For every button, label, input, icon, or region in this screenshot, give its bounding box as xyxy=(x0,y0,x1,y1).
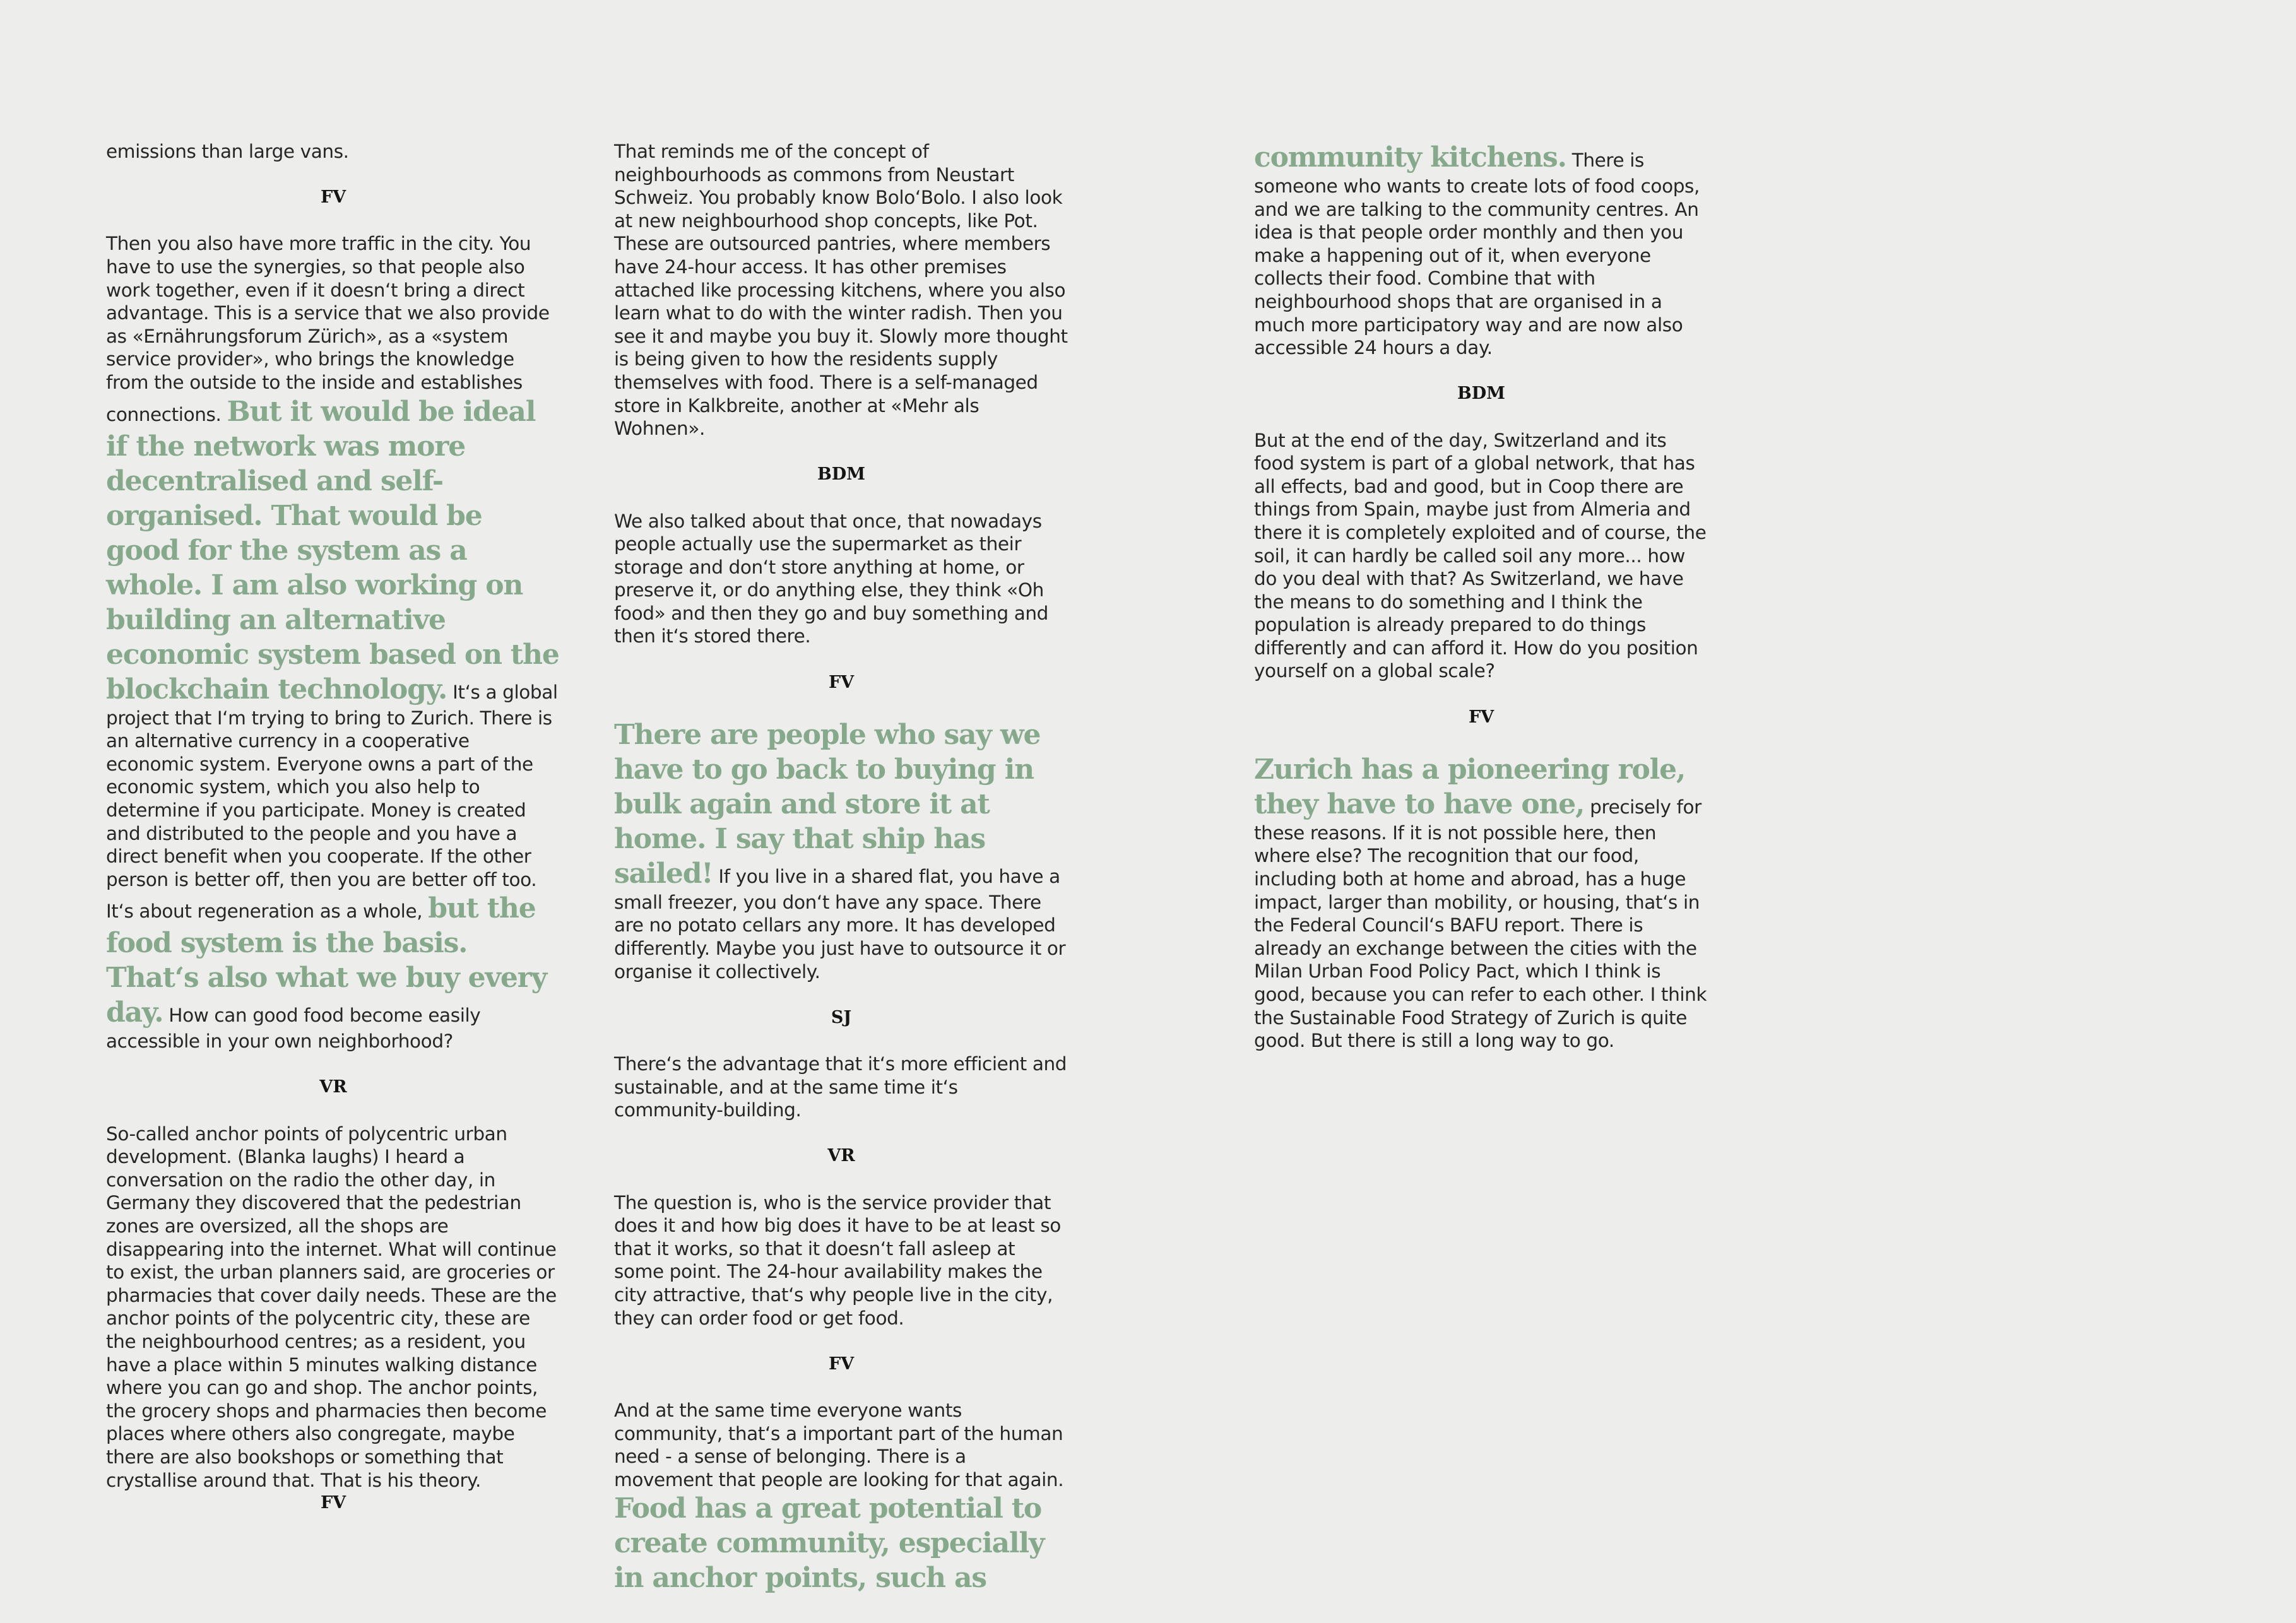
body-paragraph xyxy=(614,1491,1068,1595)
pull-quote-highlight: but the food system is the basis. That‘s also what we buy every day. xyxy=(106,892,547,1029)
speaker-label: FV xyxy=(320,1493,346,1513)
speaker-label: BDM xyxy=(1457,384,1506,404)
body-text: emissions than large vans. xyxy=(106,141,349,162)
pull-quote-highlight: community kitchens. xyxy=(1254,141,1566,174)
paragraph-spacer xyxy=(614,1029,1068,1053)
text-column-right xyxy=(1254,140,1708,1053)
body-text: Then you also have more traffic in the city. You have to use the synergies, so that people also work together, even if it doesn‘t bring a direct advantage. This is a service that we also provide as «Ernährungsforum Zürich», as a «system service provider», who brings the knowledge from the outside to the inside and establishes connections. xyxy=(106,233,550,425)
paragraph-spacer xyxy=(614,648,1068,671)
paragraph-spacer xyxy=(614,1376,1068,1399)
speaker-label: VR xyxy=(827,1146,855,1166)
body-paragraph xyxy=(614,717,1068,983)
body-text: But at the end of the day, Switzerland and its food system is part of a global network, that has all effects, bad and good, but in Coop there are things from Spain, maybe just from Almeria and there it is completely exploited and of course, the soil, it can hardly be called soil any more... how do you deal with that? As Switzerland, we have the means to do something and I think the population is already prepared to do things differently and can afford it. How do you position yourself on a global scale? xyxy=(1254,429,1707,682)
paragraph-spacer xyxy=(614,1168,1068,1191)
speaker-label: SJ xyxy=(831,1007,852,1027)
body-paragraph xyxy=(1254,752,1708,1053)
speaker-label: FV xyxy=(828,1354,855,1374)
body-paragraph xyxy=(614,1399,1068,1491)
paragraph-spacer xyxy=(614,1122,1068,1145)
paragraph-spacer xyxy=(1254,683,1708,706)
body-text: precisely for these reasons. If it is not possible here, then where else? The recognition that our food, including both at home and abroad, has a huge impact, larger than mobility, or housing, that‘s in the Federal Council‘s BAFU report. There is already an exchange between the cities with the Milan Urban Food Policy Pact, which I think is good, because you can refer to each other. I think the Sustainable Food Strategy of Zurich is quite good. But there is still a long way to go. xyxy=(1254,796,1707,1052)
body-text: There is someone who wants to create lots of food coops, and we are talking to the community centres. An idea is that people order monthly and then you make a happening out of it, when everyone collects their food. Combine that with neighbourhood shops that are organised in a much more participatory way and are now also accessible 24 hours a day. xyxy=(1254,150,1700,359)
body-text: So-called anchor points of polycentric urban development. (Blanka laughs) I heard a conversation on the radio the other day, in Germany they discovered that the pedestrian zones are oversized, all the shops are disappearing into the internet. What will continue to exist, the urban planners said, are groceries or pharmacies that cover daily needs. These are the anchor points of the polycentric city, these are the neighbourhood centres; as a resident, you have a place within 5 minutes walking distance where you can go and shop. The anchor points, the grocery shops and pharmacies then become places where others also congregate, maybe there are also bookshops or something that crystallise around that. That is his theory. xyxy=(106,1123,557,1491)
body-paragraph xyxy=(614,510,1068,649)
paragraph-spacer xyxy=(614,983,1068,1006)
pull-quote-highlight: There are people who say we have to go back to buying in bulk again and store it at home. I say that ship has sailed! xyxy=(614,718,1041,890)
paragraph-spacer xyxy=(614,1330,1068,1353)
body-paragraph xyxy=(106,232,560,1053)
body-text: We also talked about that once, that nowadays people actually use the supermarket as their storage and don‘t store anything at home, or preserve it, or do anything else, they think «Oh food» and then they go and buy something and then it‘s stored there. xyxy=(614,510,1048,647)
paragraph-spacer xyxy=(106,210,560,233)
body-text: How can good food become easily accessible in your own neighborhood? xyxy=(106,1005,481,1053)
paragraph-spacer xyxy=(1254,360,1708,383)
body-text: It‘s a global project that I‘m trying to bring to Zurich. There is an alternative currency in a cooperative economic system. Everyone owns a part of the economic system, which you also help to determine if you participate. Money is created and distributed to the people and you have a direct benefit when you cooperate. If the other person is better off, then you are better off too. It‘s about regeneration as a whole, xyxy=(106,681,558,923)
paragraph-spacer xyxy=(106,1099,560,1123)
paragraph-spacer xyxy=(614,487,1068,510)
pull-quote-highlight: But it would be ideal if the network was more decentralised and self-organised. That would be good for the system as a whole. I am also working on building an alternative economic system based on the blockchain technology. xyxy=(106,395,559,705)
body-text: There‘s the advantage that it‘s more efficient and sustainable, and at the same time it‘s community-building. xyxy=(614,1053,1067,1121)
body-paragraph xyxy=(106,1123,560,1492)
body-text: If you live in a shared flat, you have a small freezer, you don‘t have any space. There are no potato cellars any more. It has developed differently. Maybe you just have to outsource it or organise it collectively. xyxy=(614,865,1066,983)
text-column-left xyxy=(106,140,560,1515)
body-paragraph xyxy=(614,1191,1068,1330)
pull-quote-highlight: Zurich has a pioneering role, they have to have one, xyxy=(1254,753,1686,820)
speaker-label: FV xyxy=(1468,707,1494,727)
paragraph-spacer xyxy=(614,440,1068,464)
speaker-label: FV xyxy=(828,672,855,692)
body-paragraph xyxy=(106,140,560,163)
text-column-middle xyxy=(614,140,1068,1595)
paragraph-spacer xyxy=(614,694,1068,717)
body-text: That reminds me of the concept of neighbourhoods as commons from Neustart Schweiz. You probably know Bolo‘Bolo. I also look at new neighbourhood shop concepts, like Pot. These are outsourced pantries, where members have 24-hour access. It has other premises attached like processing kitchens, where you also learn what to do with the winter radish. Then you see it and maybe you buy it. Slowly more thought is being given to how the residents supply themselves with food. There is a self-managed store in Kalkbreite, another at «Mehr als Wohnen». xyxy=(614,141,1068,440)
body-paragraph xyxy=(1254,140,1708,360)
speaker-label: BDM xyxy=(817,464,866,485)
body-paragraph xyxy=(614,1053,1068,1122)
pull-quote-highlight: Food has a great potential to create community, especially in anchor points, such as xyxy=(614,1492,1044,1595)
paragraph-spacer xyxy=(106,1053,560,1077)
speaker-label: VR xyxy=(319,1077,347,1097)
speaker-label: FV xyxy=(320,187,346,208)
paragraph-spacer xyxy=(1254,729,1708,752)
body-paragraph xyxy=(614,140,1068,440)
paragraph-spacer xyxy=(106,163,560,187)
body-text: The question is, who is the service provider that does it and how big does it have to be at least so that it works, so that it doesn‘t fall asleep at some point. The 24-hour availability makes the city attractive, that‘s why people live in the city, they can order food or get food. xyxy=(614,1191,1061,1329)
paragraph-spacer xyxy=(1254,406,1708,429)
body-paragraph xyxy=(1254,429,1708,683)
body-text: And at the same time everyone wants community, that‘s a important part of the human need - a sense of belonging. There is a movement that people are looking for that again. xyxy=(614,1399,1064,1490)
